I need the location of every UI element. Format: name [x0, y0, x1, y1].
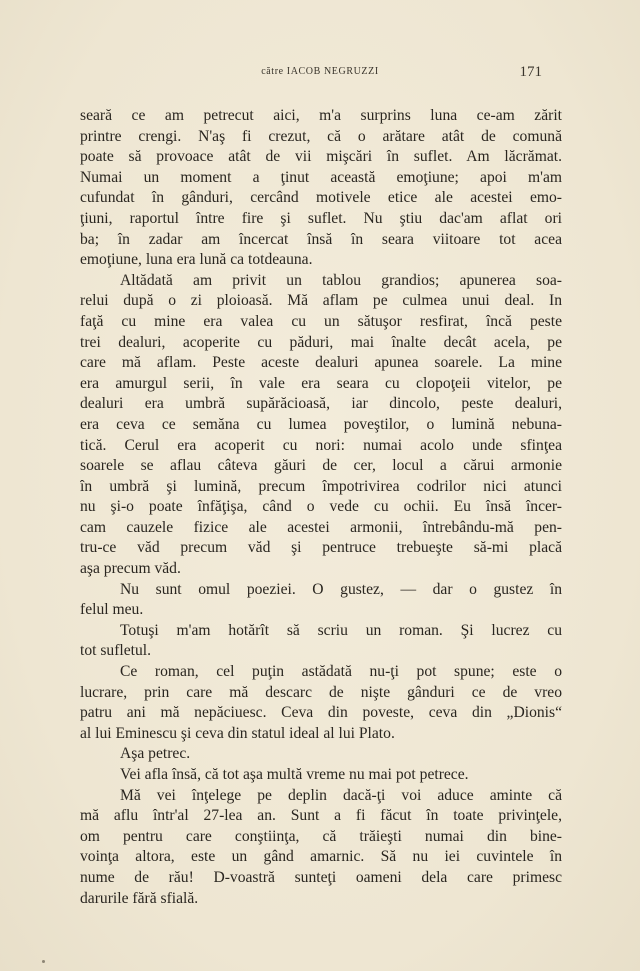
text-line: soarele se aflau câteva găuri de cer, locul a cărui armonie [80, 457, 562, 475]
text-line: cam cauzele fizice ale acestei armonii, întrebându-mă pen- [80, 518, 562, 536]
text-line: patru ani mă nepăciuesc. Ceva din poveste, ceva din „Dionis“ [80, 704, 562, 722]
text-line: Totuşi m'am hotărît să scriu un roman. Şi lucrez cu [120, 621, 562, 639]
text-line: era amurgul serii, în vale era seara cu clopoţeii vitelor, pe [80, 374, 562, 392]
text-line: în umbră şi lumină, precum împotrivirea codrilor nici atunci [80, 477, 562, 495]
text-line: felul meu. [80, 601, 144, 619]
text-line: Numai un moment a ţinut această emoţiune; apoi m'am [80, 168, 562, 186]
text-line: al lui Eminescu şi ceva din statul ideal al lui Plato. [80, 724, 395, 742]
text-line: cufundat în gânduri, cercând motivele etice ale acestei emo- [80, 189, 562, 207]
text-line: mă aflu într'al 27-lea an. Sunt a fi făcut în toate privinţele, [80, 807, 562, 825]
text-line: seară ce am petrecut aici, m'a surprins luna ce-am zărit [80, 107, 562, 124]
text-line: voinţa altora, este un gând amarnic. Să nu iei cuvintele în [80, 848, 562, 866]
text-line: printre crengi. N'aş fi crezut, că o arătare atât de comună [80, 127, 562, 145]
text-line: Nu sunt omul poeziei. O gustez, — dar o gustez în [120, 580, 562, 598]
text-line: om pentru care conştiinţa, că trăieşti numai din bine- [80, 827, 562, 845]
text-line: aşa precum văd. [80, 560, 181, 578]
text-line: Aşa petrec. [120, 745, 191, 763]
text-line: darurile fără sfială. [80, 889, 199, 907]
text-line: dealuri era umbră supărăcioasă, iar dincolo, peste dealuri, [80, 395, 562, 413]
text-line: tot sufletul. [80, 642, 152, 660]
text-line: nu şi-o poate înfăţişa, când o vede cu ochii. Eu însă încer- [80, 498, 562, 516]
text-line: emoţiune, luna era lună ca totdeauna. [80, 251, 313, 269]
page-header [0, 64, 640, 86]
text-line: relui după o zi ploioasă. Mă aflam pe culmea unui deal. In [80, 292, 562, 310]
text-line: poate să provoace atât de vii mişcări în suflet. Am lăcrămat. [80, 148, 562, 166]
page-number: 171 [519, 64, 542, 80]
text-line: era ceva ce semăna cu lumea poveştilor, o lumină nebuna- [80, 415, 562, 433]
text-line: care mă aflam. Peste aceste dealuri apunea soarele. La mine [80, 354, 562, 372]
text-line: lucrare, prin care mă descarc de nişte gânduri ce de vreo [80, 683, 562, 701]
paper-speck [42, 960, 45, 963]
text-line: nume de rău! D-voastră sunteţi oameni dela care primesc [80, 868, 562, 886]
body-text [80, 106, 562, 909]
text-line: trei dealuri, acoperite cu păduri, mai înalte decât acela, pe [80, 333, 562, 351]
text-line: Ce roman, cel puţin astădată nu-ţi pot spune; este o [120, 663, 562, 681]
text-line: Mă vei înţelege pe deplin dacă-ţi voi aduce aminte că [120, 786, 562, 804]
text-line: tru-ce văd precum văd şi pentruce trebueşte să-mi placă [80, 539, 562, 557]
text-line: ţiuni, raportul între fire şi suflet. Nu ştiu dac'am aflat ori [80, 209, 562, 227]
text-line: Vei afla însă, că tot aşa multă vreme nu mai pot petrece. [120, 766, 469, 783]
running-head: către IACOB NEGRUZZI [261, 66, 379, 77]
text-line: tică. Cerul era acoperit cu nori: numai acolo unde sfinţea [80, 436, 562, 454]
text-line: ba; în zadar am încercat însă în seara viitoare tot acea [80, 230, 562, 248]
text-line: faţă cu mine era valea cu un sătuşor resfirat, încă peste [80, 312, 562, 330]
text-line: Altădată am privit un tablou grandios; apunerea soa- [120, 271, 562, 289]
